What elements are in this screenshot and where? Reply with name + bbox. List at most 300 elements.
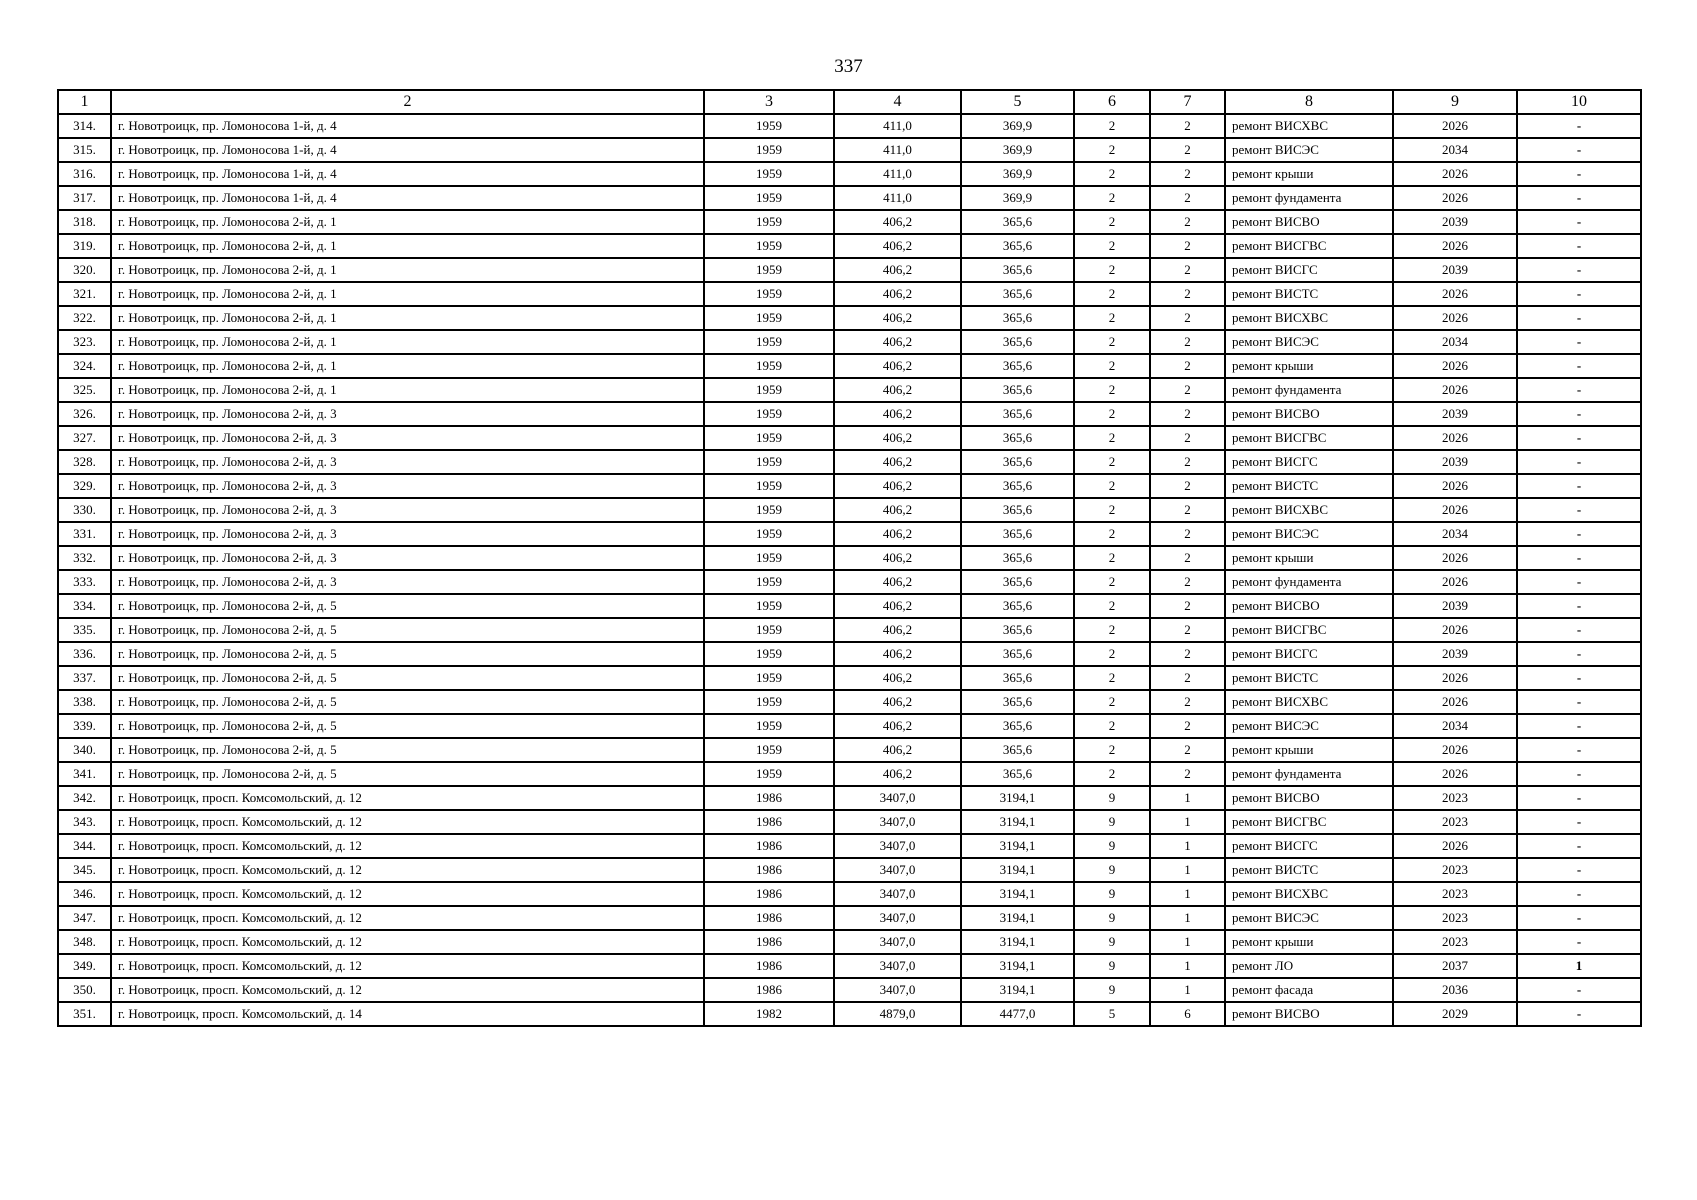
- floors-cell: 2: [1074, 282, 1150, 306]
- total-area-cell: 411,0: [834, 186, 961, 210]
- total-area-cell: 3407,0: [834, 834, 961, 858]
- work-type-cell: ремонт ВИСГС: [1225, 450, 1393, 474]
- planned-year-cell: 2026: [1393, 618, 1517, 642]
- floors-cell: 9: [1074, 882, 1150, 906]
- table-row: [58, 570, 1641, 594]
- planned-year-cell: 2023: [1393, 906, 1517, 930]
- planned-year-cell: 2026: [1393, 354, 1517, 378]
- table-row: [58, 306, 1641, 330]
- total-area-cell: 406,2: [834, 354, 961, 378]
- total-area-cell: 4879,0: [834, 1002, 961, 1026]
- work-type-cell: ремонт ВИСВО: [1225, 402, 1393, 426]
- entrances-cell: 2: [1150, 330, 1225, 354]
- planned-year-cell: 2023: [1393, 882, 1517, 906]
- year-built-cell: 1959: [704, 210, 834, 234]
- row-number-cell: 344.: [58, 834, 111, 858]
- floors-cell: 9: [1074, 786, 1150, 810]
- row-number-cell: 338.: [58, 690, 111, 714]
- living-area-cell: 365,6: [961, 546, 1074, 570]
- entrances-cell: 2: [1150, 378, 1225, 402]
- address-cell: г. Новотроицк, просп. Комсомольский, д. 12: [111, 786, 704, 810]
- column-10-value-cell: -: [1517, 906, 1641, 930]
- work-type-cell: ремонт ВИСГС: [1225, 834, 1393, 858]
- year-built-cell: 1986: [704, 930, 834, 954]
- table-row: [58, 882, 1641, 906]
- year-built-cell: 1959: [704, 450, 834, 474]
- entrances-cell: 2: [1150, 114, 1225, 138]
- address-cell: г. Новотроицк, пр. Ломоносова 2-й, д. 5: [111, 594, 704, 618]
- address-cell: г. Новотроицк, пр. Ломоносова 1-й, д. 4: [111, 138, 704, 162]
- column-10-value-cell: -: [1517, 690, 1641, 714]
- table-body: [58, 114, 1641, 1026]
- column-10-value-cell: -: [1517, 378, 1641, 402]
- column-header-2: 2: [111, 90, 704, 114]
- total-area-cell: 406,2: [834, 594, 961, 618]
- floors-cell: 2: [1074, 258, 1150, 282]
- year-built-cell: 1959: [704, 474, 834, 498]
- entrances-cell: 1: [1150, 978, 1225, 1002]
- work-type-cell: ремонт ВИСЭС: [1225, 522, 1393, 546]
- living-area-cell: 365,6: [961, 666, 1074, 690]
- living-area-cell: 365,6: [961, 258, 1074, 282]
- address-cell: г. Новотроицк, пр. Ломоносова 2-й, д. 3: [111, 426, 704, 450]
- table-row: [58, 690, 1641, 714]
- table-row: [58, 714, 1641, 738]
- table-row: [58, 858, 1641, 882]
- total-area-cell: 406,2: [834, 690, 961, 714]
- total-area-cell: 406,2: [834, 546, 961, 570]
- living-area-cell: 365,6: [961, 378, 1074, 402]
- work-type-cell: ремонт ВИСГС: [1225, 258, 1393, 282]
- column-10-value-cell: -: [1517, 570, 1641, 594]
- entrances-cell: 1: [1150, 882, 1225, 906]
- total-area-cell: 406,2: [834, 522, 961, 546]
- entrances-cell: 2: [1150, 570, 1225, 594]
- total-area-cell: 406,2: [834, 570, 961, 594]
- planned-year-cell: 2039: [1393, 450, 1517, 474]
- work-type-cell: ремонт ЛО: [1225, 954, 1393, 978]
- table-row: [58, 546, 1641, 570]
- total-area-cell: 406,2: [834, 402, 961, 426]
- row-number-cell: 341.: [58, 762, 111, 786]
- year-built-cell: 1959: [704, 546, 834, 570]
- address-cell: г. Новотроицк, пр. Ломоносова 2-й, д. 1: [111, 378, 704, 402]
- entrances-cell: 1: [1150, 834, 1225, 858]
- entrances-cell: 1: [1150, 786, 1225, 810]
- column-10-value-cell: -: [1517, 498, 1641, 522]
- address-cell: г. Новотроицк, пр. Ломоносова 2-й, д. 1: [111, 258, 704, 282]
- column-10-value-cell: -: [1517, 618, 1641, 642]
- floors-cell: 9: [1074, 954, 1150, 978]
- planned-year-cell: 2037: [1393, 954, 1517, 978]
- table-row: [58, 378, 1641, 402]
- work-type-cell: ремонт фундамента: [1225, 570, 1393, 594]
- work-type-cell: ремонт ВИСЭС: [1225, 138, 1393, 162]
- table-row: [58, 330, 1641, 354]
- year-built-cell: 1959: [704, 522, 834, 546]
- living-area-cell: 365,6: [961, 690, 1074, 714]
- row-number-cell: 319.: [58, 234, 111, 258]
- table-row: [58, 978, 1641, 1002]
- entrances-cell: 2: [1150, 186, 1225, 210]
- table-row: [58, 258, 1641, 282]
- planned-year-cell: 2034: [1393, 330, 1517, 354]
- year-built-cell: 1986: [704, 954, 834, 978]
- table-row: [58, 762, 1641, 786]
- year-built-cell: 1959: [704, 738, 834, 762]
- table-row: [58, 402, 1641, 426]
- floors-cell: 2: [1074, 762, 1150, 786]
- table-row: [58, 738, 1641, 762]
- table-row: [58, 450, 1641, 474]
- address-cell: г. Новотроицк, пр. Ломоносова 2-й, д. 1: [111, 306, 704, 330]
- column-10-value-cell: -: [1517, 642, 1641, 666]
- entrances-cell: 2: [1150, 162, 1225, 186]
- floors-cell: 2: [1074, 186, 1150, 210]
- column-10-value-cell: -: [1517, 834, 1641, 858]
- year-built-cell: 1959: [704, 282, 834, 306]
- row-number-cell: 342.: [58, 786, 111, 810]
- column-10-value-cell: -: [1517, 426, 1641, 450]
- entrances-cell: 2: [1150, 426, 1225, 450]
- total-area-cell: 406,2: [834, 666, 961, 690]
- planned-year-cell: 2039: [1393, 210, 1517, 234]
- column-header-5: 5: [961, 90, 1074, 114]
- row-number-cell: 347.: [58, 906, 111, 930]
- living-area-cell: 369,9: [961, 138, 1074, 162]
- entrances-cell: 2: [1150, 282, 1225, 306]
- floors-cell: 2: [1074, 594, 1150, 618]
- address-cell: г. Новотроицк, пр. Ломоносова 2-й, д. 3: [111, 498, 704, 522]
- total-area-cell: 406,2: [834, 234, 961, 258]
- work-type-cell: ремонт ВИСТС: [1225, 666, 1393, 690]
- living-area-cell: 365,6: [961, 210, 1074, 234]
- total-area-cell: 406,2: [834, 426, 961, 450]
- living-area-cell: 3194,1: [961, 978, 1074, 1002]
- work-type-cell: ремонт ВИСХВС: [1225, 306, 1393, 330]
- floors-cell: 2: [1074, 354, 1150, 378]
- column-header-9: 9: [1393, 90, 1517, 114]
- work-type-cell: ремонт ВИСТС: [1225, 474, 1393, 498]
- entrances-cell: 2: [1150, 690, 1225, 714]
- row-number-cell: 350.: [58, 978, 111, 1002]
- column-10-value-cell: -: [1517, 546, 1641, 570]
- column-10-value-cell: -: [1517, 930, 1641, 954]
- work-type-cell: ремонт крыши: [1225, 738, 1393, 762]
- floors-cell: 9: [1074, 930, 1150, 954]
- living-area-cell: 369,9: [961, 186, 1074, 210]
- living-area-cell: 369,9: [961, 114, 1074, 138]
- year-built-cell: 1959: [704, 498, 834, 522]
- planned-year-cell: 2023: [1393, 858, 1517, 882]
- address-cell: г. Новотроицк, просп. Комсомольский, д. 12: [111, 834, 704, 858]
- floors-cell: 2: [1074, 162, 1150, 186]
- work-type-cell: ремонт фундамента: [1225, 762, 1393, 786]
- total-area-cell: 406,2: [834, 450, 961, 474]
- column-10-value-cell: -: [1517, 738, 1641, 762]
- total-area-cell: 406,2: [834, 210, 961, 234]
- column-10-value-cell: -: [1517, 354, 1641, 378]
- address-cell: г. Новотроицк, пр. Ломоносова 2-й, д. 1: [111, 330, 704, 354]
- work-type-cell: ремонт ВИСЭС: [1225, 330, 1393, 354]
- table-row: [58, 498, 1641, 522]
- column-header-6: 6: [1074, 90, 1150, 114]
- planned-year-cell: 2026: [1393, 282, 1517, 306]
- living-area-cell: 3194,1: [961, 858, 1074, 882]
- work-type-cell: ремонт крыши: [1225, 930, 1393, 954]
- column-10-value-cell: -: [1517, 330, 1641, 354]
- year-built-cell: 1959: [704, 258, 834, 282]
- entrances-cell: 2: [1150, 354, 1225, 378]
- floors-cell: 2: [1074, 138, 1150, 162]
- floors-cell: 2: [1074, 738, 1150, 762]
- work-type-cell: ремонт ВИСГВС: [1225, 618, 1393, 642]
- work-type-cell: ремонт ВИСГС: [1225, 642, 1393, 666]
- address-cell: г. Новотроицк, пр. Ломоносова 2-й, д. 1: [111, 234, 704, 258]
- column-10-value-cell: -: [1517, 1002, 1641, 1026]
- floors-cell: 9: [1074, 858, 1150, 882]
- row-number-cell: 337.: [58, 666, 111, 690]
- entrances-cell: 6: [1150, 1002, 1225, 1026]
- work-type-cell: ремонт ВИСГВС: [1225, 234, 1393, 258]
- entrances-cell: 2: [1150, 306, 1225, 330]
- row-number-cell: 329.: [58, 474, 111, 498]
- total-area-cell: 3407,0: [834, 786, 961, 810]
- entrances-cell: 2: [1150, 642, 1225, 666]
- work-type-cell: ремонт ВИСХВС: [1225, 690, 1393, 714]
- total-area-cell: 3407,0: [834, 810, 961, 834]
- floors-cell: 2: [1074, 210, 1150, 234]
- column-10-value-cell: -: [1517, 666, 1641, 690]
- planned-year-cell: 2026: [1393, 834, 1517, 858]
- row-number-cell: 318.: [58, 210, 111, 234]
- work-type-cell: ремонт ВИСВО: [1225, 1002, 1393, 1026]
- column-10-value-cell: -: [1517, 522, 1641, 546]
- living-area-cell: 365,6: [961, 306, 1074, 330]
- total-area-cell: 411,0: [834, 162, 961, 186]
- year-built-cell: 1959: [704, 138, 834, 162]
- column-header-4: 4: [834, 90, 961, 114]
- planned-year-cell: 2026: [1393, 306, 1517, 330]
- entrances-cell: 2: [1150, 402, 1225, 426]
- year-built-cell: 1959: [704, 666, 834, 690]
- table-header-row: [58, 90, 1641, 114]
- work-type-cell: ремонт крыши: [1225, 354, 1393, 378]
- total-area-cell: 406,2: [834, 498, 961, 522]
- address-cell: г. Новотроицк, пр. Ломоносова 2-й, д. 5: [111, 642, 704, 666]
- address-cell: г. Новотроицк, пр. Ломоносова 2-й, д. 3: [111, 546, 704, 570]
- entrances-cell: 2: [1150, 210, 1225, 234]
- planned-year-cell: 2039: [1393, 402, 1517, 426]
- column-10-value-cell: -: [1517, 186, 1641, 210]
- entrances-cell: 1: [1150, 858, 1225, 882]
- year-built-cell: 1959: [704, 330, 834, 354]
- total-area-cell: 3407,0: [834, 906, 961, 930]
- floors-cell: 2: [1074, 330, 1150, 354]
- address-cell: г. Новотроицк, пр. Ломоносова 2-й, д. 5: [111, 738, 704, 762]
- entrances-cell: 1: [1150, 906, 1225, 930]
- address-cell: г. Новотроицк, пр. Ломоносова 2-й, д. 5: [111, 690, 704, 714]
- work-type-cell: ремонт ВИСХВС: [1225, 882, 1393, 906]
- column-10-value-cell: -: [1517, 282, 1641, 306]
- year-built-cell: 1986: [704, 786, 834, 810]
- work-type-cell: ремонт фундамента: [1225, 378, 1393, 402]
- living-area-cell: 365,6: [961, 714, 1074, 738]
- row-number-cell: 316.: [58, 162, 111, 186]
- planned-year-cell: 2034: [1393, 138, 1517, 162]
- address-cell: г. Новотроицк, пр. Ломоносова 2-й, д. 3: [111, 570, 704, 594]
- planned-year-cell: 2023: [1393, 930, 1517, 954]
- row-number-cell: 339.: [58, 714, 111, 738]
- address-cell: г. Новотроицк, пр. Ломоносова 2-й, д. 1: [111, 354, 704, 378]
- address-cell: г. Новотроицк, просп. Комсомольский, д. 12: [111, 930, 704, 954]
- row-number-cell: 325.: [58, 378, 111, 402]
- row-number-cell: 345.: [58, 858, 111, 882]
- living-area-cell: 4477,0: [961, 1002, 1074, 1026]
- column-10-value-cell: -: [1517, 114, 1641, 138]
- table-row: [58, 138, 1641, 162]
- planned-year-cell: 2034: [1393, 522, 1517, 546]
- floors-cell: 5: [1074, 1002, 1150, 1026]
- table-row: [58, 1002, 1641, 1026]
- column-10-value-cell: -: [1517, 402, 1641, 426]
- year-built-cell: 1959: [704, 426, 834, 450]
- column-header-10: 10: [1517, 90, 1641, 114]
- planned-year-cell: 2026: [1393, 666, 1517, 690]
- column-header-7: 7: [1150, 90, 1225, 114]
- floors-cell: 9: [1074, 978, 1150, 1002]
- living-area-cell: 3194,1: [961, 834, 1074, 858]
- year-built-cell: 1959: [704, 354, 834, 378]
- address-cell: г. Новотроицк, пр. Ломоносова 2-й, д. 3: [111, 474, 704, 498]
- work-type-cell: ремонт ВИСГВС: [1225, 810, 1393, 834]
- column-10-value-cell: -: [1517, 306, 1641, 330]
- living-area-cell: 365,6: [961, 402, 1074, 426]
- living-area-cell: 365,6: [961, 498, 1074, 522]
- floors-cell: 2: [1074, 114, 1150, 138]
- column-10-value-cell: -: [1517, 594, 1641, 618]
- column-10-value-cell: -: [1517, 882, 1641, 906]
- living-area-cell: 365,6: [961, 354, 1074, 378]
- row-number-cell: 330.: [58, 498, 111, 522]
- row-number-cell: 317.: [58, 186, 111, 210]
- address-cell: г. Новотроицк, просп. Комсомольский, д. 12: [111, 978, 704, 1002]
- table-row: [58, 354, 1641, 378]
- year-built-cell: 1986: [704, 858, 834, 882]
- floors-cell: 2: [1074, 690, 1150, 714]
- planned-year-cell: 2026: [1393, 426, 1517, 450]
- floors-cell: 2: [1074, 666, 1150, 690]
- row-number-cell: 321.: [58, 282, 111, 306]
- address-cell: г. Новотроицк, пр. Ломоносова 2-й, д. 3: [111, 402, 704, 426]
- year-built-cell: 1959: [704, 402, 834, 426]
- table-row: [58, 930, 1641, 954]
- year-built-cell: 1982: [704, 1002, 834, 1026]
- column-10-value-cell: -: [1517, 714, 1641, 738]
- row-number-cell: 343.: [58, 810, 111, 834]
- column-10-value-cell: -: [1517, 162, 1641, 186]
- address-cell: г. Новотроицк, пр. Ломоносова 2-й, д. 3: [111, 450, 704, 474]
- total-area-cell: 406,2: [834, 330, 961, 354]
- floors-cell: 2: [1074, 570, 1150, 594]
- total-area-cell: 406,2: [834, 738, 961, 762]
- year-built-cell: 1959: [704, 714, 834, 738]
- total-area-cell: 411,0: [834, 114, 961, 138]
- floors-cell: 2: [1074, 378, 1150, 402]
- table-row: [58, 786, 1641, 810]
- floors-cell: 2: [1074, 642, 1150, 666]
- floors-cell: 2: [1074, 474, 1150, 498]
- column-10-value-cell: 1: [1517, 954, 1641, 978]
- living-area-cell: 365,6: [961, 594, 1074, 618]
- planned-year-cell: 2034: [1393, 714, 1517, 738]
- row-number-cell: 328.: [58, 450, 111, 474]
- year-built-cell: 1986: [704, 906, 834, 930]
- address-cell: г. Новотроицк, пр. Ломоносова 1-й, д. 4: [111, 114, 704, 138]
- living-area-cell: 365,6: [961, 738, 1074, 762]
- planned-year-cell: 2026: [1393, 162, 1517, 186]
- total-area-cell: 406,2: [834, 714, 961, 738]
- living-area-cell: 3194,1: [961, 930, 1074, 954]
- floors-cell: 2: [1074, 546, 1150, 570]
- work-type-cell: ремонт ВИСГВС: [1225, 426, 1393, 450]
- year-built-cell: 1959: [704, 642, 834, 666]
- year-built-cell: 1986: [704, 978, 834, 1002]
- table-row: [58, 954, 1641, 978]
- planned-year-cell: 2036: [1393, 978, 1517, 1002]
- column-10-value-cell: -: [1517, 234, 1641, 258]
- row-number-cell: 349.: [58, 954, 111, 978]
- address-cell: г. Новотроицк, просп. Комсомольский, д. 12: [111, 906, 704, 930]
- work-type-cell: ремонт крыши: [1225, 162, 1393, 186]
- work-type-cell: ремонт ВИСВО: [1225, 210, 1393, 234]
- row-number-cell: 335.: [58, 618, 111, 642]
- work-type-cell: ремонт крыши: [1225, 546, 1393, 570]
- total-area-cell: 3407,0: [834, 930, 961, 954]
- planned-year-cell: 2026: [1393, 474, 1517, 498]
- column-10-value-cell: -: [1517, 210, 1641, 234]
- floors-cell: 2: [1074, 234, 1150, 258]
- planned-year-cell: 2039: [1393, 258, 1517, 282]
- row-number-cell: 333.: [58, 570, 111, 594]
- row-number-cell: 346.: [58, 882, 111, 906]
- year-built-cell: 1959: [704, 378, 834, 402]
- year-built-cell: 1986: [704, 810, 834, 834]
- living-area-cell: 365,6: [961, 450, 1074, 474]
- year-built-cell: 1959: [704, 162, 834, 186]
- column-10-value-cell: -: [1517, 474, 1641, 498]
- address-cell: г. Новотроицк, пр. Ломоносова 2-й, д. 1: [111, 282, 704, 306]
- living-area-cell: 3194,1: [961, 906, 1074, 930]
- living-area-cell: 365,6: [961, 522, 1074, 546]
- total-area-cell: 3407,0: [834, 858, 961, 882]
- row-number-cell: 351.: [58, 1002, 111, 1026]
- row-number-cell: 326.: [58, 402, 111, 426]
- table-row: [58, 618, 1641, 642]
- living-area-cell: 365,6: [961, 474, 1074, 498]
- entrances-cell: 2: [1150, 450, 1225, 474]
- living-area-cell: 365,6: [961, 234, 1074, 258]
- entrances-cell: 1: [1150, 954, 1225, 978]
- floors-cell: 9: [1074, 906, 1150, 930]
- table-row: [58, 642, 1641, 666]
- planned-year-cell: 2026: [1393, 738, 1517, 762]
- row-number-cell: 320.: [58, 258, 111, 282]
- table-row: [58, 906, 1641, 930]
- column-10-value-cell: -: [1517, 138, 1641, 162]
- year-built-cell: 1959: [704, 594, 834, 618]
- total-area-cell: 406,2: [834, 474, 961, 498]
